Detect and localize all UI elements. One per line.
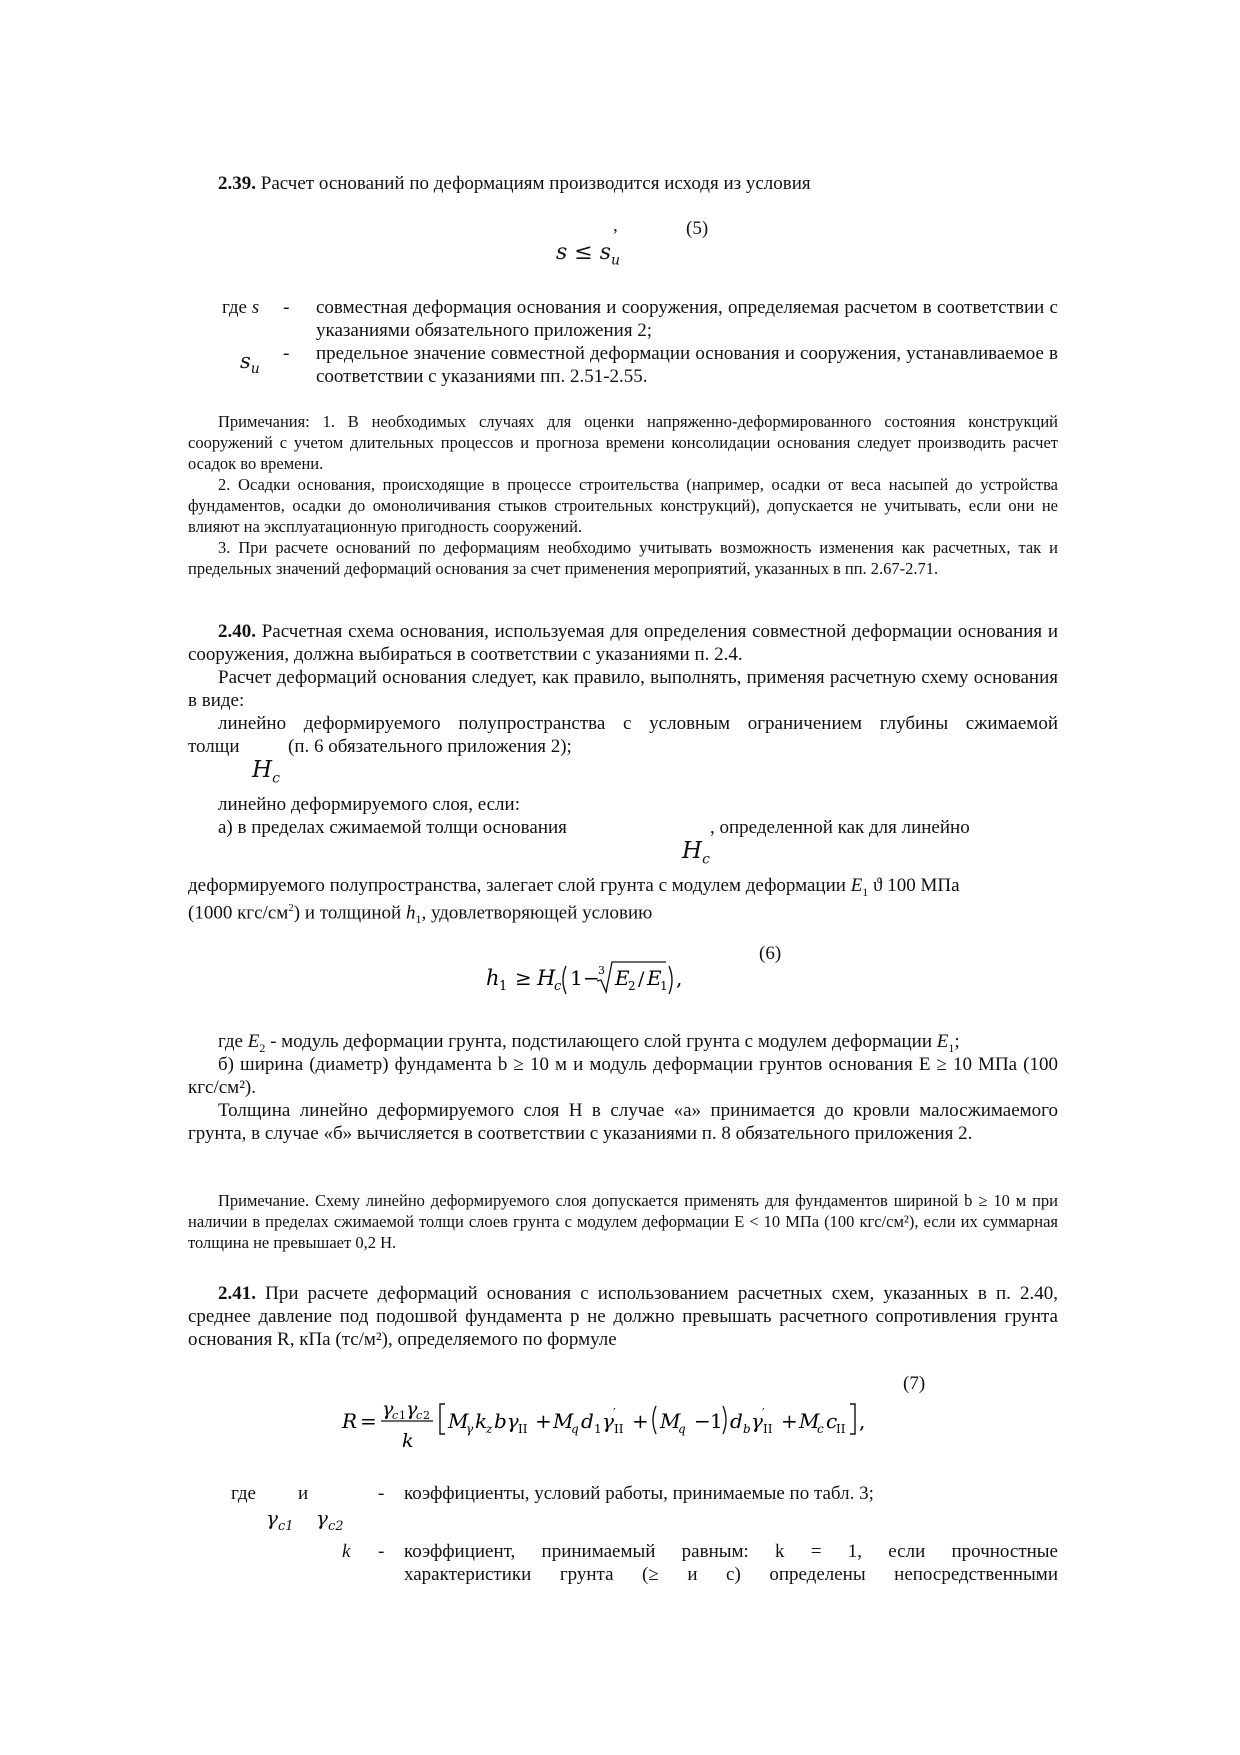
equation-number-6: (6) [759,943,782,964]
svg-text:h: h [486,966,500,990]
note-scheme: Примечание. Схему линейно деформируемого слоя допускается применять для фундаментов шириной b ≥ 10 м при наличии в пределах сжимаемой толщи слоев грунта с модулем деформации E < 10 МПа (100 кгс/см²), если их суммарная толщина не превышает 0,2 H. [188,1191,1058,1252]
svg-text:q: q [678,1422,686,1436]
svg-text:c: c [826,1409,838,1433]
svg-text:E: E [615,966,630,990]
svg-text:c: c [817,1422,824,1436]
svg-text:II: II [763,1422,773,1436]
text-where-E2: где $E_2$ - модуль деформации грунта, подстилающего слой грунта с модулем деформации $E_1$; [218,1031,960,1055]
svg-text:H: H [537,966,556,990]
def-su-symbol: $s_u$ [240,349,260,378]
note-1: Примечания: 1. В необходимых случаях для оценки напряженно-деформированного состояния конструкций сооружений с учетом длительных процессов и прогноза времени консолидации основания следует производить расчет осадок во времени. [188,412,1058,473]
def7-and: и [298,1483,309,1504]
paragraph-halfspace: линейно деформируемого полупространства с условным ограничением глубины сжимаемой [218,713,1058,734]
equation-6 [480,950,700,1000]
text-item-a-2: , определенной как для линейно [710,817,970,838]
def7-gamma-text: коэффициенты, условий работы, принимаемые по табл. 3; [404,1483,874,1504]
paragraph-text: Расчет оснований по деформациям производится исходя из условия [260,173,811,194]
svg-text:2: 2 [423,1409,430,1422]
paragraph-2-39 [188,172,1058,195]
svg-text:3: 3 [598,964,605,977]
def7-k-text-1: коэффициент, принимаемый равным: k = 1, если прочностные [404,1541,1058,1562]
svg-text:1: 1 [499,979,508,994]
symbol-gamma-c1: $\gamma_{c1}$ [266,1506,294,1534]
svg-text:E: E [647,966,662,990]
svg-text:/: / [638,968,645,990]
svg-text:1: 1 [660,979,668,993]
def-s-text: совместная деформация основания и сооружения, определяемая расчетом в соответствии с указаниями обязательного приложения 2; [316,297,1058,341]
paragraph-item-b: б) ширина (диаметр) фундамента b ≥ 10 м и модуль деформации грунтов основания E ≥ 10 МПа (100 кгс/см²). [188,1054,1058,1098]
def-dash-2: - [283,343,290,364]
eq5-comma: , [613,215,618,236]
svg-text:1: 1 [594,1422,602,1436]
svg-text:M: M [448,1409,469,1433]
svg-text:,: , [859,1409,866,1433]
svg-text:≥: ≥ [515,966,532,990]
svg-text:k: k [402,1430,414,1452]
text-item-a-3: деформируемого полупространства, залегает слой грунта с модулем деформации $E_1$ ϑ 100 МПа [188,875,960,899]
section-number: 2.40. [218,621,256,642]
svg-text:z: z [486,1422,493,1436]
svg-text:M: M [799,1409,820,1433]
svg-text:γ: γ [466,1422,474,1436]
note-3: 3. При расчете оснований по деформациям необходимо учитывать возможность изменения как расчетных, так и предельных значений деформаций основания за счет применения мероприятий, указанных в пп. 2.67-2.71. [188,538,1058,578]
svg-text:M: M [553,1409,574,1433]
paragraph-layer: линейно деформируемого слоя, если: [218,794,520,815]
svg-text:+: + [535,1409,552,1433]
section-number: 2.41. [218,1283,256,1304]
text-tolshchi: толщи [188,736,240,757]
svg-text:c: c [392,1409,399,1422]
svg-text:II: II [614,1422,624,1436]
svg-text:b: b [743,1422,751,1436]
def7-k-text-2: характеристики грунта (≥ и c) определены непосредственными [404,1564,1058,1585]
svg-text:d: d [730,1409,743,1433]
def7-dash: - [378,1483,385,1504]
equation-number-7: (7) [903,1373,926,1394]
def7-k-symbol: k [342,1541,351,1562]
svg-text:c: c [416,1409,423,1422]
svg-text:II: II [518,1422,528,1436]
svg-text:′: ′ [613,1406,616,1420]
svg-text:γ: γ [602,1409,614,1433]
svg-text:R: R [342,1409,358,1433]
paragraph-thickness: Толщина линейно деформируемого слоя H в случае «а» принимается до кровли малосжимаемого грунта, в случае «б» вычисляется в соответствии с указаниями п. 8 обязательного приложения 2. [188,1100,1058,1144]
equation-5: $s \le s_u$ [556,240,621,269]
symbol-Hc: $H_c$ [252,757,280,787]
paragraph-scheme: Расчет деформаций основания следует, как правило, выполнять, применяя расчетную схему основания в виде: [188,667,1058,711]
text-item-a-4: (1000 кгс/$см^2$) и толщиной $h_1$, удовлетворяющей условию [188,902,653,927]
equation-number-5: (5) [686,218,709,239]
svg-text:bγ: bγ [494,1409,519,1433]
svg-text:γ: γ [751,1409,763,1433]
paragraph-2-40: 2.40. Расчетная схема основания, используемая для определения совместной деформации основания и сооружения, должна выбираться в соответствии с указаниями п. 2.4. [188,621,1059,665]
text-item-a-1: а) в пределах сжимаемой толщи основания [218,817,567,838]
def7-where: где [231,1483,256,1504]
svg-text:−: − [694,1409,711,1433]
def-dash: - [283,297,290,318]
svg-text:+: + [781,1409,798,1433]
svg-text:γ: γ [406,1398,418,1420]
paragraph-2-41: 2.41. При расчете деформаций основания с использованием расчетных схем, указанных в п. 2.40, среднее давление под подошвой фундамента p не должно превышать расчетного сопротивления грунта основания R, кПа (тс/м²), определяемого по формуле [188,1283,1059,1350]
svg-text:2: 2 [628,979,636,993]
svg-text:′: ′ [762,1406,765,1420]
def-su-text: предельное значение совместной деформации основания и сооружения, устанавливаемое в соответствии с указаниями пп. 2.51-2.55. [316,343,1058,387]
symbol-gamma-c2: $\gamma_{c2}$ [316,1506,344,1534]
def-where: где s [222,297,260,318]
svg-text:II: II [836,1422,846,1436]
svg-text:+: + [632,1409,649,1433]
svg-text:−: − [583,966,600,990]
equation-7 [338,1390,878,1460]
note-2: 2. Осадки основания, происходящие в процессе строительства (например, осадки от веса насыпей до устройства фундаментов, осадки до омоноличивания стыков строительных конструкций), допускается не учитывать, если они не влияют на эксплуатационную пригодность сооружений. [188,475,1058,536]
symbol-Hc-2: $H_c$ [682,838,710,868]
svg-text:,: , [676,966,683,990]
section-number: 2.39. [218,173,256,194]
svg-text:k: k [475,1409,488,1433]
svg-text:d: d [581,1409,594,1433]
svg-text:γ: γ [382,1398,394,1420]
svg-text:q: q [571,1422,579,1436]
text-appendix-ref: (п. 6 обязательного приложения 2); [288,736,572,757]
svg-text:=: = [360,1409,377,1433]
svg-text:c: c [554,979,562,994]
svg-text:M: M [660,1409,681,1433]
svg-text:1: 1 [399,1409,406,1422]
svg-text:1: 1 [570,966,583,990]
svg-text:1: 1 [710,1409,723,1433]
def7-dash-2: - [378,1541,385,1562]
